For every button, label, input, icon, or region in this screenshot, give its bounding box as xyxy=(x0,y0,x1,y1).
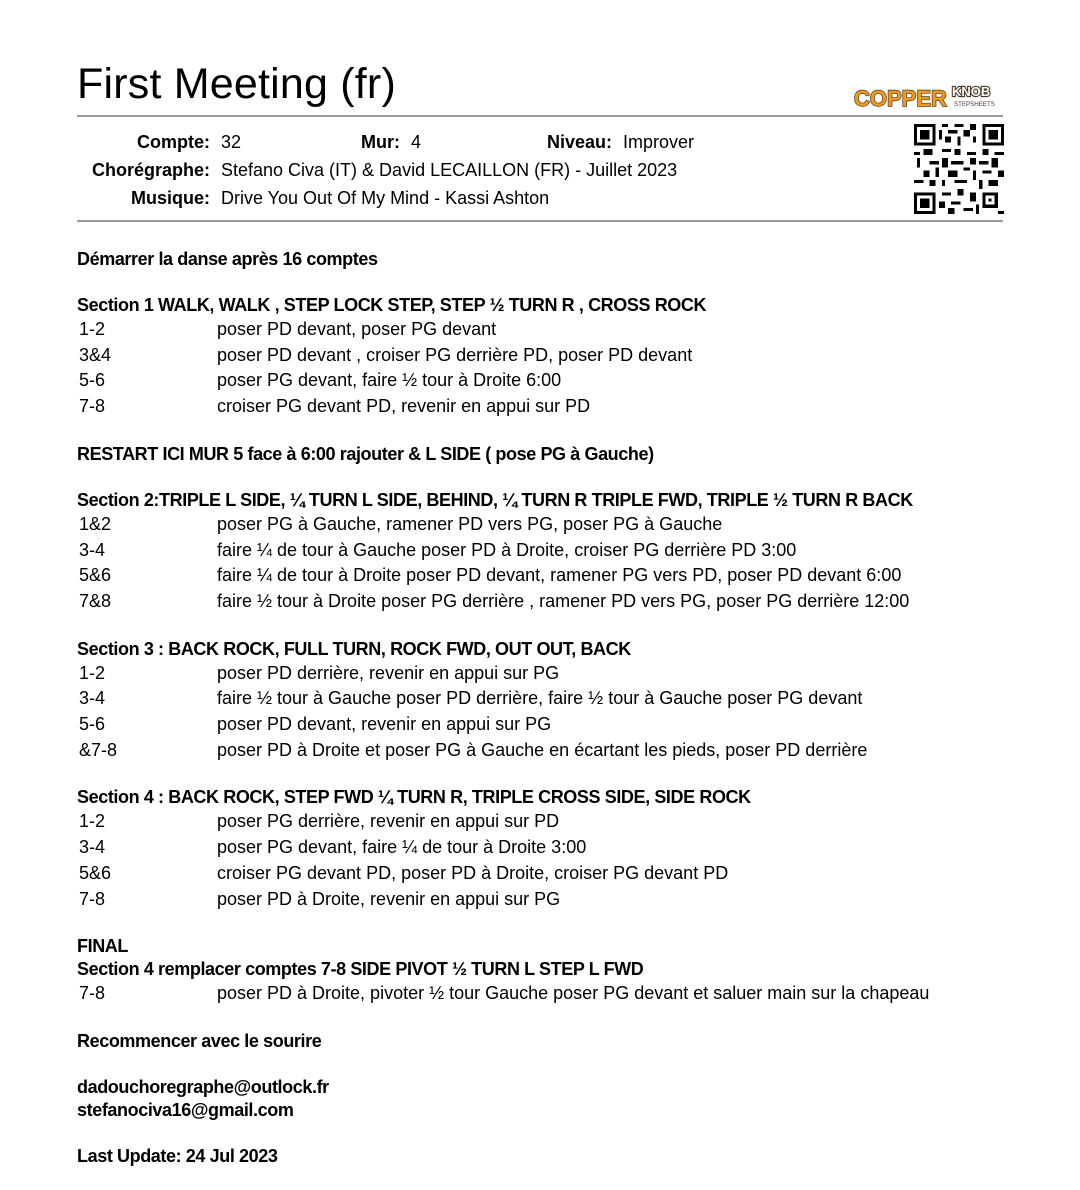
page-title: First Meeting (fr) xyxy=(77,60,396,108)
section-2 xyxy=(77,489,1037,615)
step-row xyxy=(77,981,1037,1007)
step-description: poser PD devant, poser PG devant xyxy=(217,319,497,339)
level-value: Improver xyxy=(623,132,695,152)
logo-main-text: COPPER xyxy=(854,86,947,111)
count-label: Compte: xyxy=(137,132,210,152)
step-row xyxy=(77,887,1037,913)
step-row xyxy=(77,343,1037,369)
section-3 xyxy=(77,638,1037,764)
header-divider xyxy=(77,115,1003,117)
step-description: faire ½ tour à Gauche poser PD derrière, faire ½ tour à Gauche poser PG devant xyxy=(217,688,863,709)
meta-divider xyxy=(77,220,1003,222)
restart-note: RESTART ICI MUR 5 face à 6:00 rajouter & L SIDE ( pose PG à Gauche) xyxy=(77,443,654,464)
step-description: poser PD à Droite et poser PG à Gauche en écartant les pieds, poser PD derrière xyxy=(217,739,868,760)
step-description: poser PG devant, faire ¼ de tour à Droite 3:00 xyxy=(217,837,587,858)
step-row xyxy=(77,809,1037,835)
step-row xyxy=(77,661,1037,687)
step-row xyxy=(77,563,1037,589)
step-count: &7-8 xyxy=(79,739,118,760)
stepsheet-body xyxy=(77,248,1037,1168)
step-count: 7-8 xyxy=(79,983,106,1004)
step-row xyxy=(77,738,1037,764)
step-row xyxy=(77,712,1037,738)
step-row xyxy=(77,861,1037,887)
step-count: 3-4 xyxy=(79,539,106,560)
step-description: poser PG devant, faire ½ tour à Droite 6:00 xyxy=(217,370,562,391)
step-count: 1-2 xyxy=(79,811,106,832)
step-description: faire ½ tour à Droite poser PG derrière , ramener PD vers PG, poser PG derrière 12:00 xyxy=(217,590,910,611)
section-title: Section 1 WALK, WALK , STEP LOCK STEP, STEP ½ TURN R , CROSS ROCK xyxy=(77,295,707,315)
step-description: poser PD devant, revenir en appui sur PG xyxy=(217,714,552,735)
step-description: poser PD derrière, revenir en appui sur PG xyxy=(217,662,560,683)
contact-email: stefanociva16@gmail.com xyxy=(77,1099,294,1120)
step-count: 3-4 xyxy=(79,688,106,709)
step-row xyxy=(77,512,1037,538)
music-value: Drive You Out Of My Mind - Kassi Ashton xyxy=(221,188,550,208)
step-description: faire ¼ de tour à Droite poser PD devant, ramener PG vers PD, poser PD devant 6:00 xyxy=(217,565,902,586)
step-count: 5-6 xyxy=(79,714,106,735)
logo-accent-text: KNOB xyxy=(952,84,991,99)
step-count: 5&6 xyxy=(79,862,112,883)
wall-value: 4 xyxy=(411,132,422,152)
step-row xyxy=(77,589,1037,615)
level-label: Niveau: xyxy=(546,132,612,152)
step-description: poser PD à Droite, pivoter ½ tour Gauche poser PG devant et saluer main sur la chapeau xyxy=(217,983,930,1004)
step-count: 3-4 xyxy=(79,837,106,858)
step-description: croiser PG devant PD, poser PD à Droite, croiser PG devant PD xyxy=(217,862,729,883)
music-label: Musique: xyxy=(131,188,210,208)
step-count: 7&8 xyxy=(79,590,112,611)
section-1 xyxy=(77,294,1037,420)
section-title: Section 4 remplacer comptes 7-8 SIDE PIVOT ½ TURN L STEP L FWD xyxy=(77,959,644,980)
step-row xyxy=(77,686,1037,712)
step-row xyxy=(77,538,1037,564)
step-count: 7-8 xyxy=(79,396,106,417)
step-count: 1&2 xyxy=(79,513,112,534)
outro-line: Recommencer avec le sourire xyxy=(77,1030,322,1051)
step-row xyxy=(77,317,1037,343)
final-label: FINAL xyxy=(77,936,128,957)
step-count: 7-8 xyxy=(79,888,106,909)
section-title: Section 2:TRIPLE L SIDE, ¼ TURN L SIDE, BEHIND, ¼ TURN R TRIPLE FWD, TRIPLE ½ TURN R BACK xyxy=(77,489,913,510)
step-count: 1-2 xyxy=(79,662,106,683)
step-row xyxy=(77,835,1037,861)
step-count: 3&4 xyxy=(79,344,112,365)
choreographer-label: Chorégraphe: xyxy=(91,160,210,180)
logo-tagline: STEPSHEETS xyxy=(954,101,995,108)
step-description: poser PG à Gauche, ramener PD vers PG, poser PG à Gauche xyxy=(217,513,723,534)
step-count: 5&6 xyxy=(79,565,112,586)
last-update: Last Update: 24 Jul 2023 xyxy=(77,1145,278,1166)
step-description: croiser PG devant PD, revenir en appui sur PD xyxy=(217,396,591,417)
section-4 xyxy=(77,786,1037,912)
step-description: faire ¼ de tour à Gauche poser PD à Droite, croiser PG derrière PD 3:00 xyxy=(217,539,797,560)
step-description: poser PD devant , croiser PG derrière PD, poser PD devant xyxy=(217,344,693,365)
final-section xyxy=(77,935,1037,1007)
step-description: poser PD à Droite, revenir en appui sur PG xyxy=(217,888,561,909)
qr-code xyxy=(914,124,1004,214)
step-row xyxy=(77,394,1037,420)
step-description: poser PG derrière, revenir en appui sur PD xyxy=(217,811,560,832)
section-title: Section 4 : BACK ROCK, STEP FWD ¼ TURN R, TRIPLE CROSS SIDE, SIDE ROCK xyxy=(77,787,751,808)
copperknob-logo xyxy=(853,82,1003,112)
step-count: 5-6 xyxy=(79,370,106,391)
wall-label: Mur: xyxy=(361,132,400,152)
intro-line: Démarrer la danse après 16 comptes xyxy=(77,249,378,269)
count-value: 32 xyxy=(221,132,242,152)
choreographer-value: Stefano Civa (IT) & David LECAILLON (FR) - Juillet 2023 xyxy=(221,160,678,180)
step-row xyxy=(77,368,1037,394)
section-title: Section 3 : BACK ROCK, FULL TURN, ROCK FWD, OUT OUT, BACK xyxy=(77,638,631,659)
step-count: 1-2 xyxy=(79,319,106,339)
contact-email: dadouchoregraphe@outlock.fr xyxy=(77,1076,329,1097)
